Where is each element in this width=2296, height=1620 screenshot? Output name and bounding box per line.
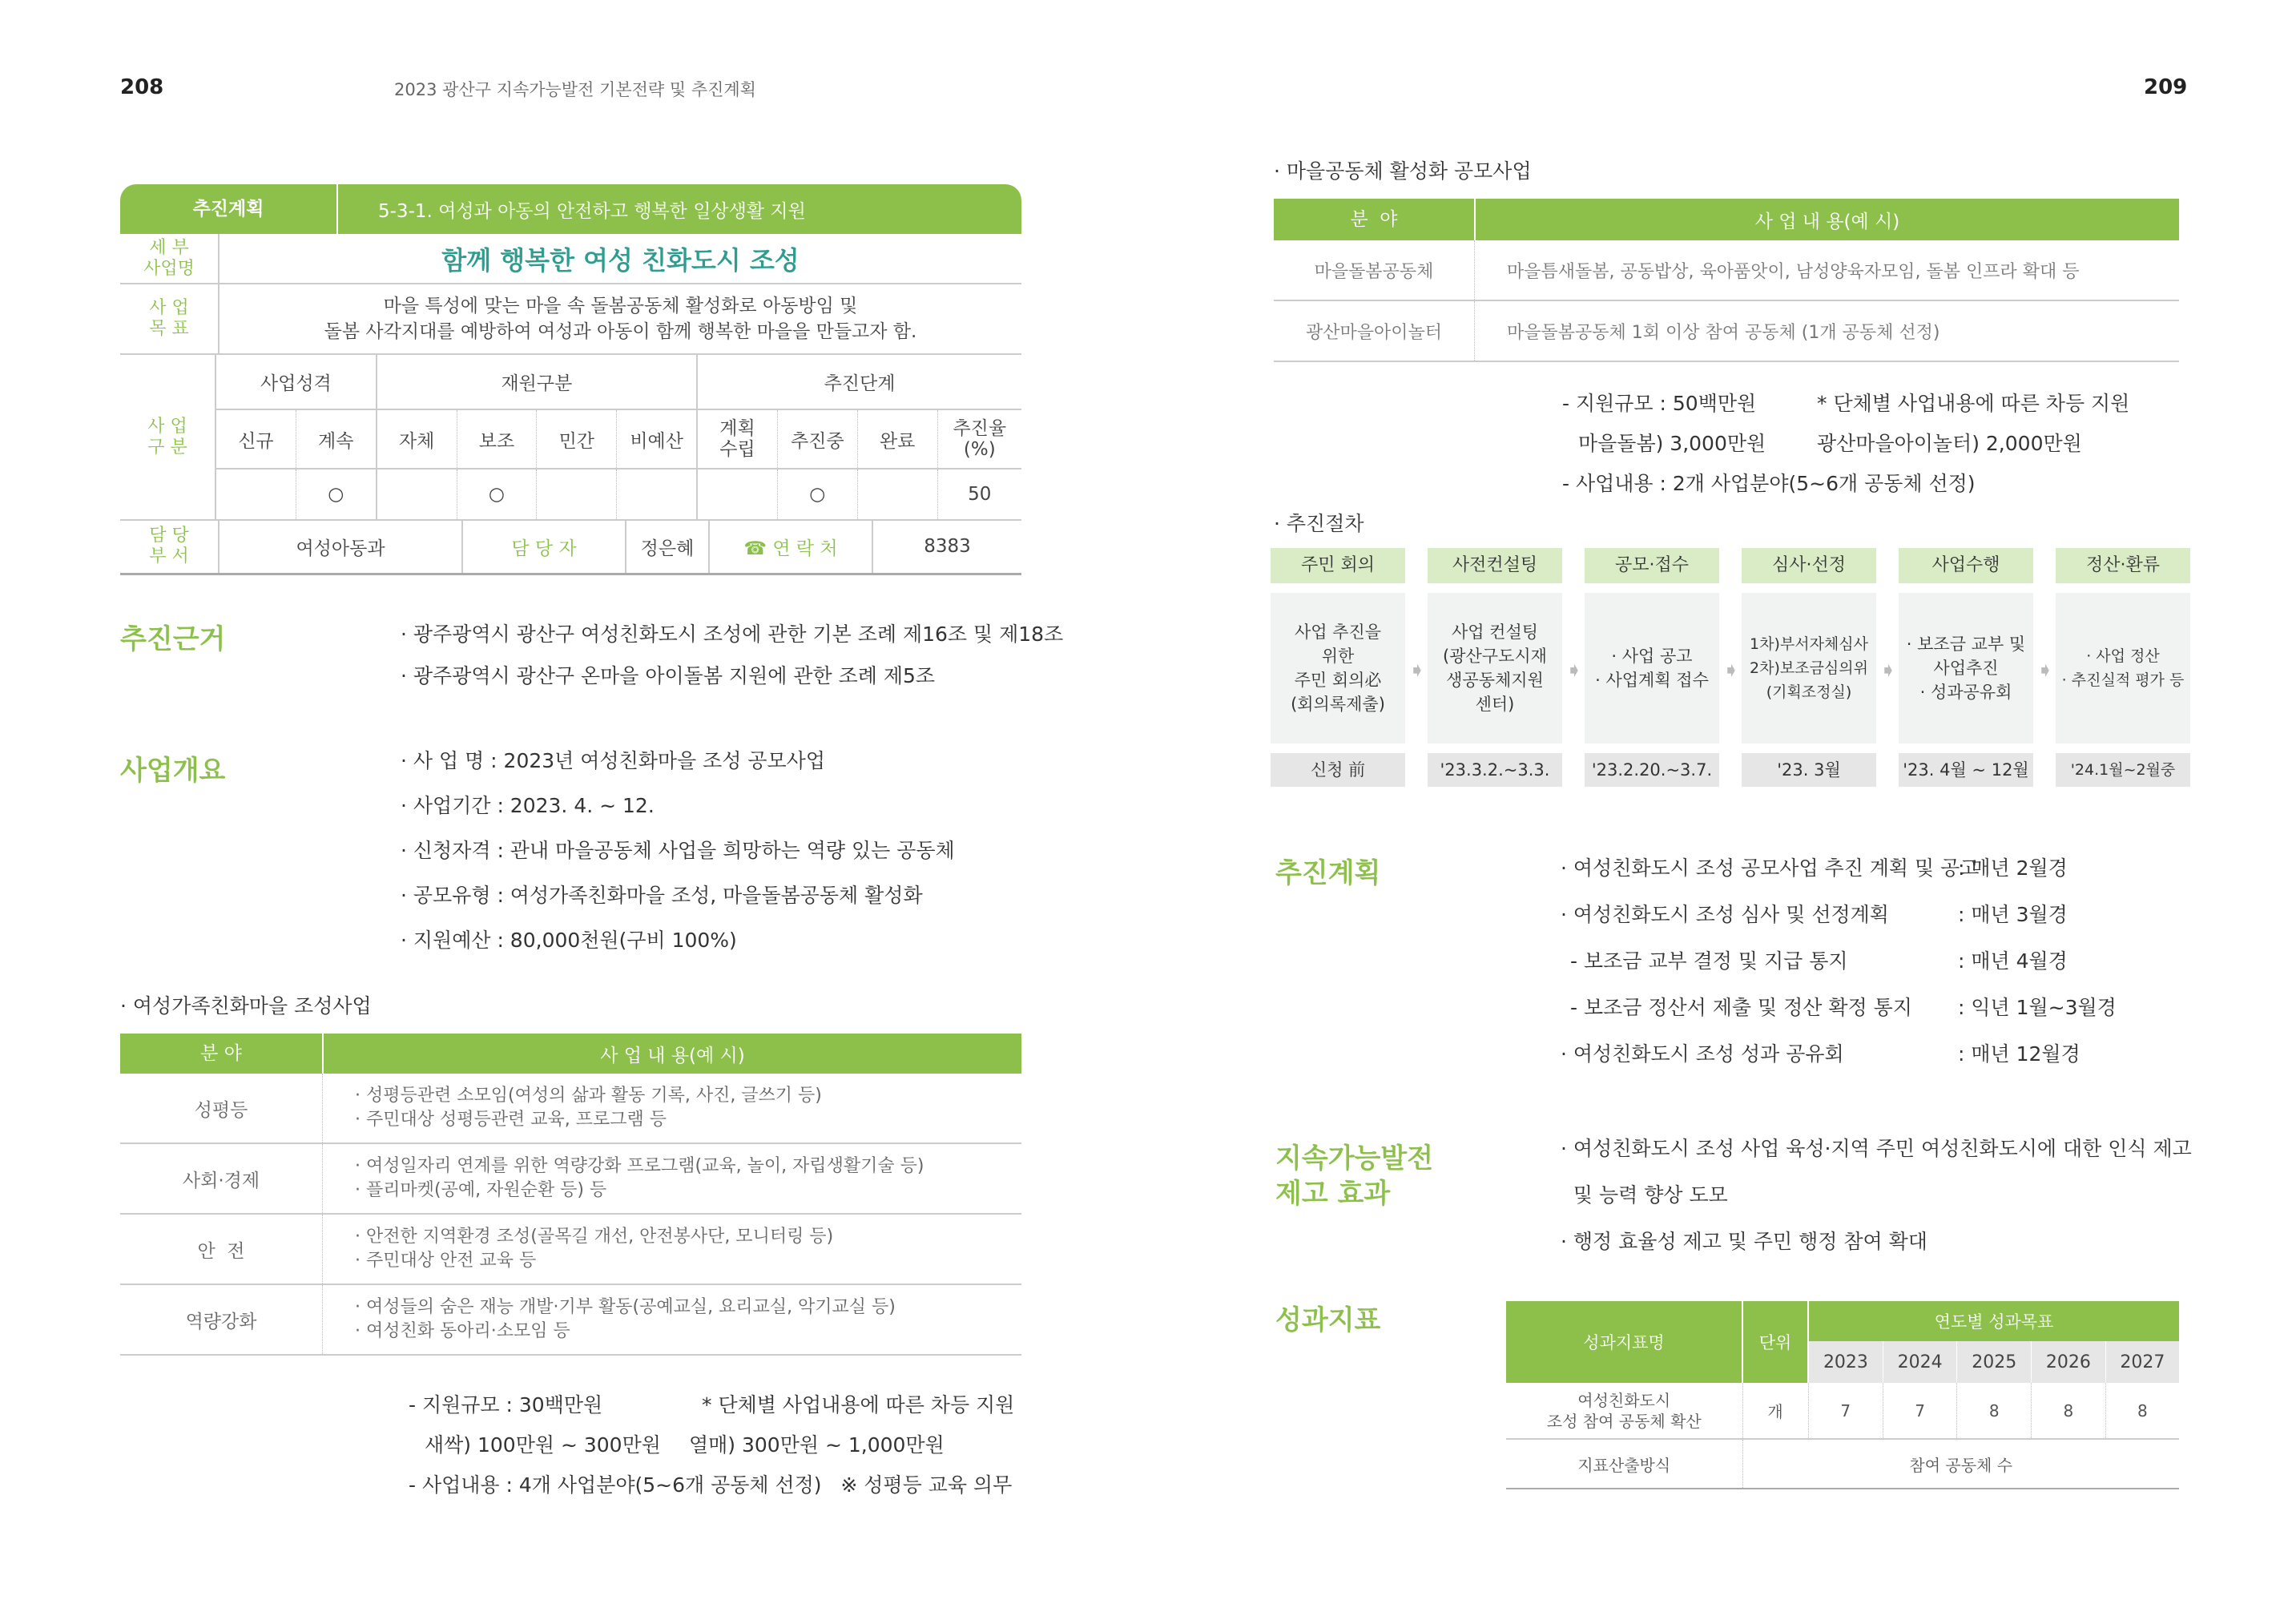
dept-value: 여성아동과 — [219, 521, 462, 574]
content-line: · 여성들의 숨은 재능 개발·기부 활동(공예교실, 요리교실, 악기교실 등) — [355, 1297, 896, 1317]
content-line: · 주민대상 안전 교육 등 — [355, 1251, 537, 1271]
field-cell: 마을돌봄공동체 — [1274, 240, 1475, 300]
right-page-number: 209 — [2144, 75, 2188, 99]
kpi-table — [1506, 1301, 2179, 1489]
family-note: 열매) 300만원 ~ 1,000만원 — [689, 1433, 945, 1457]
family-header-field: 분 야 — [120, 1034, 324, 1074]
plan-item-when: : 매년 3월경 — [1958, 903, 2068, 926]
step-title: 공모·접수 — [1585, 548, 1719, 583]
group-header-nature: 사업성격 — [216, 355, 377, 409]
mark-cell — [377, 469, 457, 520]
manager-label: 담 당 자 — [462, 521, 626, 574]
group-header-funding: 재원구분 — [377, 355, 697, 409]
effect-line: · 행정 효율성 제고 및 주민 행정 참여 확대 — [1561, 1230, 1927, 1253]
sub-header: 계획 수립 — [697, 409, 777, 469]
basis-title: 추진근거 — [120, 623, 226, 655]
step-title: 심사·선정 — [1742, 548, 1876, 583]
content-line: · 플리마켓(공예, 자원순환 등) 등 — [355, 1180, 607, 1200]
community-table — [1274, 199, 2179, 362]
kpi-title: 성과지표 — [1275, 1304, 1381, 1336]
mark-cell — [537, 469, 617, 520]
kpi-value: 8 — [2032, 1383, 2106, 1439]
plan-label: 추진계획 — [120, 184, 338, 234]
mark-cell: 50 — [968, 484, 992, 505]
family-caption: · 여성가족친화마을 조성사업 — [120, 994, 372, 1018]
dept-label: 담 당 부 서 — [120, 521, 219, 574]
procedure-step — [1742, 548, 1876, 787]
row-class-label: 사 업 구 분 — [120, 355, 216, 520]
overview-line: · 사업기간 : 2023. 4. ~ 12. — [401, 794, 655, 817]
content-line: · 안전한 지역환경 조성(골목길 개선, 안전봉사단, 모니터링 등) — [355, 1227, 834, 1247]
procedure-step — [1271, 548, 1405, 787]
field-cell: 안 전 — [120, 1215, 323, 1284]
table-row — [1274, 240, 2179, 301]
sub-header: 민간 — [537, 409, 617, 469]
overview-title: 사업개요 — [120, 755, 226, 787]
step-body: · 사업 정산 · 추진실적 평가 등 — [2056, 593, 2190, 744]
basis-line: · 광주광역시 광산구 온마을 아이돌봄 지원에 관한 조례 제5조 — [401, 664, 936, 687]
arrow-right-icon: ➧ — [1565, 659, 1583, 683]
goal-line-2: 돌봄 사각지대를 예방하여 여성과 아동이 함께 행복한 마을을 만들고자 함. — [324, 321, 917, 342]
plan-item-when: : 매년 12월경 — [1958, 1042, 2080, 1066]
project-name: 함께 행복한 여성 친화도시 조성 — [441, 244, 800, 276]
family-note: 새싹) 100만원 ~ 300만원 — [425, 1433, 661, 1457]
group-header-stage: 추진단계 — [824, 373, 896, 394]
sub-header: 완료 — [857, 409, 937, 469]
step-title: 주민 회의 — [1271, 548, 1405, 583]
plan-item: · 여성친화도시 조성 성과 공유회 — [1561, 1042, 1844, 1066]
table-row — [120, 1215, 1021, 1285]
effect-line: 및 능력 향상 도모 — [1561, 1183, 1728, 1207]
community-header-field: 분 야 — [1274, 199, 1476, 240]
step-date: '24.1월~2월중 — [2056, 753, 2190, 787]
step-title: 사업수행 — [1899, 548, 2033, 583]
contact-value: 8383 — [924, 536, 971, 558]
kpi-row-unit: 개 — [1742, 1383, 1808, 1439]
step-body: · 보조금 교부 및 사업추진 · 성과공유회 — [1899, 593, 2033, 744]
running-title: 2023 광산구 지속가능발전 기본전략 및 추진계획 — [394, 80, 756, 99]
arrow-right-icon: ➧ — [1408, 659, 1426, 683]
manager-value: 정은혜 — [626, 521, 709, 574]
plan-item-when: : 매년 4월경 — [1958, 949, 2068, 973]
community-note: - 사업내용 : 2개 사업분야(5~6개 공동체 선정) — [1562, 472, 1976, 495]
family-note: * 단체별 사업내용에 따른 차등 지원 — [702, 1393, 1015, 1416]
content-line: · 여성일자리 연계를 위한 역량강화 프로그램(교육, 놀이, 자립생활기술 등) — [355, 1156, 924, 1176]
step-body: 사업 컨설팅 (광산구도시재 생공동체지원 센터) — [1428, 593, 1562, 744]
mark-cell — [216, 469, 296, 520]
kpi-value: 8 — [1957, 1383, 2032, 1439]
community-header-content: 사 업 내 용(예 시) — [1754, 211, 1900, 232]
plan-item-when: : 익년 1월~3월경 — [1958, 996, 2117, 1019]
plan-item: · 여성친화도시 조성 공모사업 추진 계획 및 공고 — [1561, 856, 1980, 880]
community-caption: · 마을공동체 활성화 공모사업 — [1274, 159, 1532, 183]
plan-table — [120, 184, 1021, 575]
overview-line: · 지원예산 : 80,000천원(구비 100%) — [401, 929, 737, 952]
plan-item: - 보조금 교부 결정 및 지급 통지 — [1570, 949, 1848, 973]
row-goal-label: 사 업 목 표 — [120, 284, 219, 354]
step-date: '23. 4월 ~ 12월 — [1899, 753, 2033, 787]
family-header-content: 사 업 내 용(예 시) — [600, 1045, 745, 1066]
community-note: 마을돌봄) 3,000만원 — [1578, 432, 1766, 455]
content-line: · 여성친화 동아리·소모임 등 — [355, 1321, 570, 1341]
step-body: 1차)부서자체심사 2차)보조금심의위 (기획조정실) — [1742, 593, 1876, 744]
step-date: 신청 前 — [1271, 753, 1405, 787]
procedure-step — [2056, 548, 2190, 787]
kpi-value: 8 — [2137, 1400, 2148, 1421]
plan-item-when: : 매년 2월경 — [1958, 856, 2068, 880]
content-line: · 주민대상 성평등관련 교육, 프로그램 등 — [355, 1110, 667, 1130]
table-row — [1274, 301, 2179, 362]
kpi-value: 7 — [1883, 1383, 1957, 1439]
overview-line: · 신청자격 : 관내 마을공동체 사업을 희망하는 역량 있는 공동체 — [401, 839, 955, 862]
kpi-row-name: 여성친화도시 조성 참여 공동체 확산 — [1506, 1383, 1742, 1439]
kpi-header-name: 성과지표명 — [1506, 1301, 1742, 1383]
table-row — [120, 1074, 1021, 1144]
mark-cell — [617, 469, 697, 520]
sub-header: 자체 — [377, 409, 457, 469]
sub-header: 추진중 — [777, 409, 857, 469]
field-cell: 성평등 — [120, 1074, 323, 1142]
family-table — [120, 1034, 1021, 1356]
overview-line: · 사 업 명 : 2023년 여성친화마을 조성 공모사업 — [401, 749, 825, 772]
procedure-step — [1585, 548, 1719, 787]
step-body: 사업 추진을 위한 주민 회의必 (회의록제출) — [1271, 593, 1405, 744]
content-cell: 마을틈새돌봄, 공동밥상, 육아품앗이, 남성양육자모임, 돌봄 인프라 확대 등 — [1507, 261, 2080, 282]
content-cell: 마을돌봄공동체 1회 이상 참여 공동체 (1개 공동체 선정) — [1507, 322, 1940, 343]
arrow-right-icon: ➧ — [1879, 659, 1897, 683]
procedure-flow — [1271, 548, 2192, 788]
content-line: · 성평등관련 소모임(여성의 삶과 활동 기록, 사진, 글쓰기 등) — [355, 1086, 822, 1106]
community-note: * 단체별 사업내용에 따른 차등 지원 — [1817, 392, 2130, 415]
mark-cell — [697, 469, 777, 520]
mark-cell: ○ — [457, 469, 537, 520]
step-date: '23.2.20.~3.7. — [1585, 753, 1719, 787]
mark-cell — [857, 469, 937, 520]
kpi-year: 2027 — [2120, 1352, 2165, 1372]
mark-cell: ○ — [296, 469, 376, 520]
mark-cell: ○ — [777, 469, 857, 520]
kpi-value: 7 — [1808, 1383, 1883, 1439]
field-cell: 광산마을아이놀터 — [1274, 301, 1475, 361]
effect-line: · 여성친화도시 조성 사업 육성·지역 주민 여성친화도시에 대한 인식 제고 — [1561, 1137, 2192, 1160]
sub-header: 계속 — [296, 409, 376, 469]
kpi-year: 2023 — [1808, 1341, 1883, 1383]
overview-line: · 공모유형 : 여성가족친화마을 조성, 마을돌봄공동체 활성화 — [401, 884, 923, 907]
table-row — [120, 1285, 1021, 1356]
plan-title: 추진계획 — [1275, 857, 1381, 889]
step-title: 정산·환류 — [2056, 548, 2190, 583]
community-note: 광산마을아이놀터) 2,000만원 — [1817, 432, 2082, 455]
step-date: '23.3.2.~3.3. — [1428, 753, 1562, 787]
arrow-right-icon: ➧ — [2036, 659, 2054, 683]
step-body: · 사업 공고 · 사업계획 접수 — [1585, 593, 1719, 744]
effect-title-2: 제고 효과 — [1275, 1178, 1391, 1210]
kpi-header-unit: 단위 — [1742, 1301, 1808, 1383]
family-note: - 지원규모 : 30백만원 — [409, 1393, 603, 1416]
sub-header: 추진율 (%) — [953, 418, 1007, 460]
sub-header: 보조 — [457, 409, 537, 469]
kpi-year: 2026 — [2032, 1341, 2106, 1383]
kpi-method-label: 지표산출방식 — [1506, 1439, 1742, 1489]
kpi-header-target: 연도별 성과목표 — [1808, 1301, 2179, 1341]
procedure-step — [1428, 548, 1562, 787]
plan-item: - 보조금 정산서 제출 및 정산 확정 통지 — [1570, 996, 1912, 1019]
kpi-year: 2025 — [1957, 1341, 2032, 1383]
arrow-right-icon: ➧ — [1722, 659, 1740, 683]
plan-code: 5-3-1. 여성과 아동의 안전하고 행복한 일상생활 지원 — [378, 200, 806, 222]
effect-title-1: 지속가능발전 — [1275, 1142, 1434, 1175]
sub-header: 비예산 — [617, 409, 697, 469]
kpi-method-value: 참여 공동체 수 — [1909, 1455, 2013, 1475]
basis-line: · 광주광역시 광산구 여성친화도시 조성에 관한 기본 조례 제16조 및 제18조 — [401, 623, 1064, 646]
goal-line-1: 마을 특성에 맞는 마을 속 돌봄공동체 활성화로 아동방임 및 — [383, 296, 858, 316]
step-date: '23. 3월 — [1742, 753, 1876, 787]
field-cell: 사회·경제 — [120, 1144, 323, 1213]
row-name-label: 세 부 사업명 — [120, 234, 219, 284]
community-note: - 지원규모 : 50백만원 — [1562, 392, 1757, 415]
step-title: 사전컨설팅 — [1428, 548, 1562, 583]
procedure-step — [1899, 548, 2033, 787]
left-page-number: 208 — [120, 75, 164, 99]
kpi-year: 2024 — [1883, 1341, 1957, 1383]
sub-header: 신규 — [216, 409, 296, 469]
contact-label: ☎ 연 락 처 — [709, 521, 872, 574]
family-note: - 사업내용 : 4개 사업분야(5~6개 공동체 선정) ※ 성평등 교육 의무 — [409, 1473, 1013, 1497]
plan-item: · 여성친화도시 조성 심사 및 선정계획 — [1561, 903, 1889, 926]
procedure-caption: · 추진절차 — [1274, 512, 1364, 535]
field-cell: 역량강화 — [120, 1285, 323, 1354]
table-row — [120, 1144, 1021, 1215]
